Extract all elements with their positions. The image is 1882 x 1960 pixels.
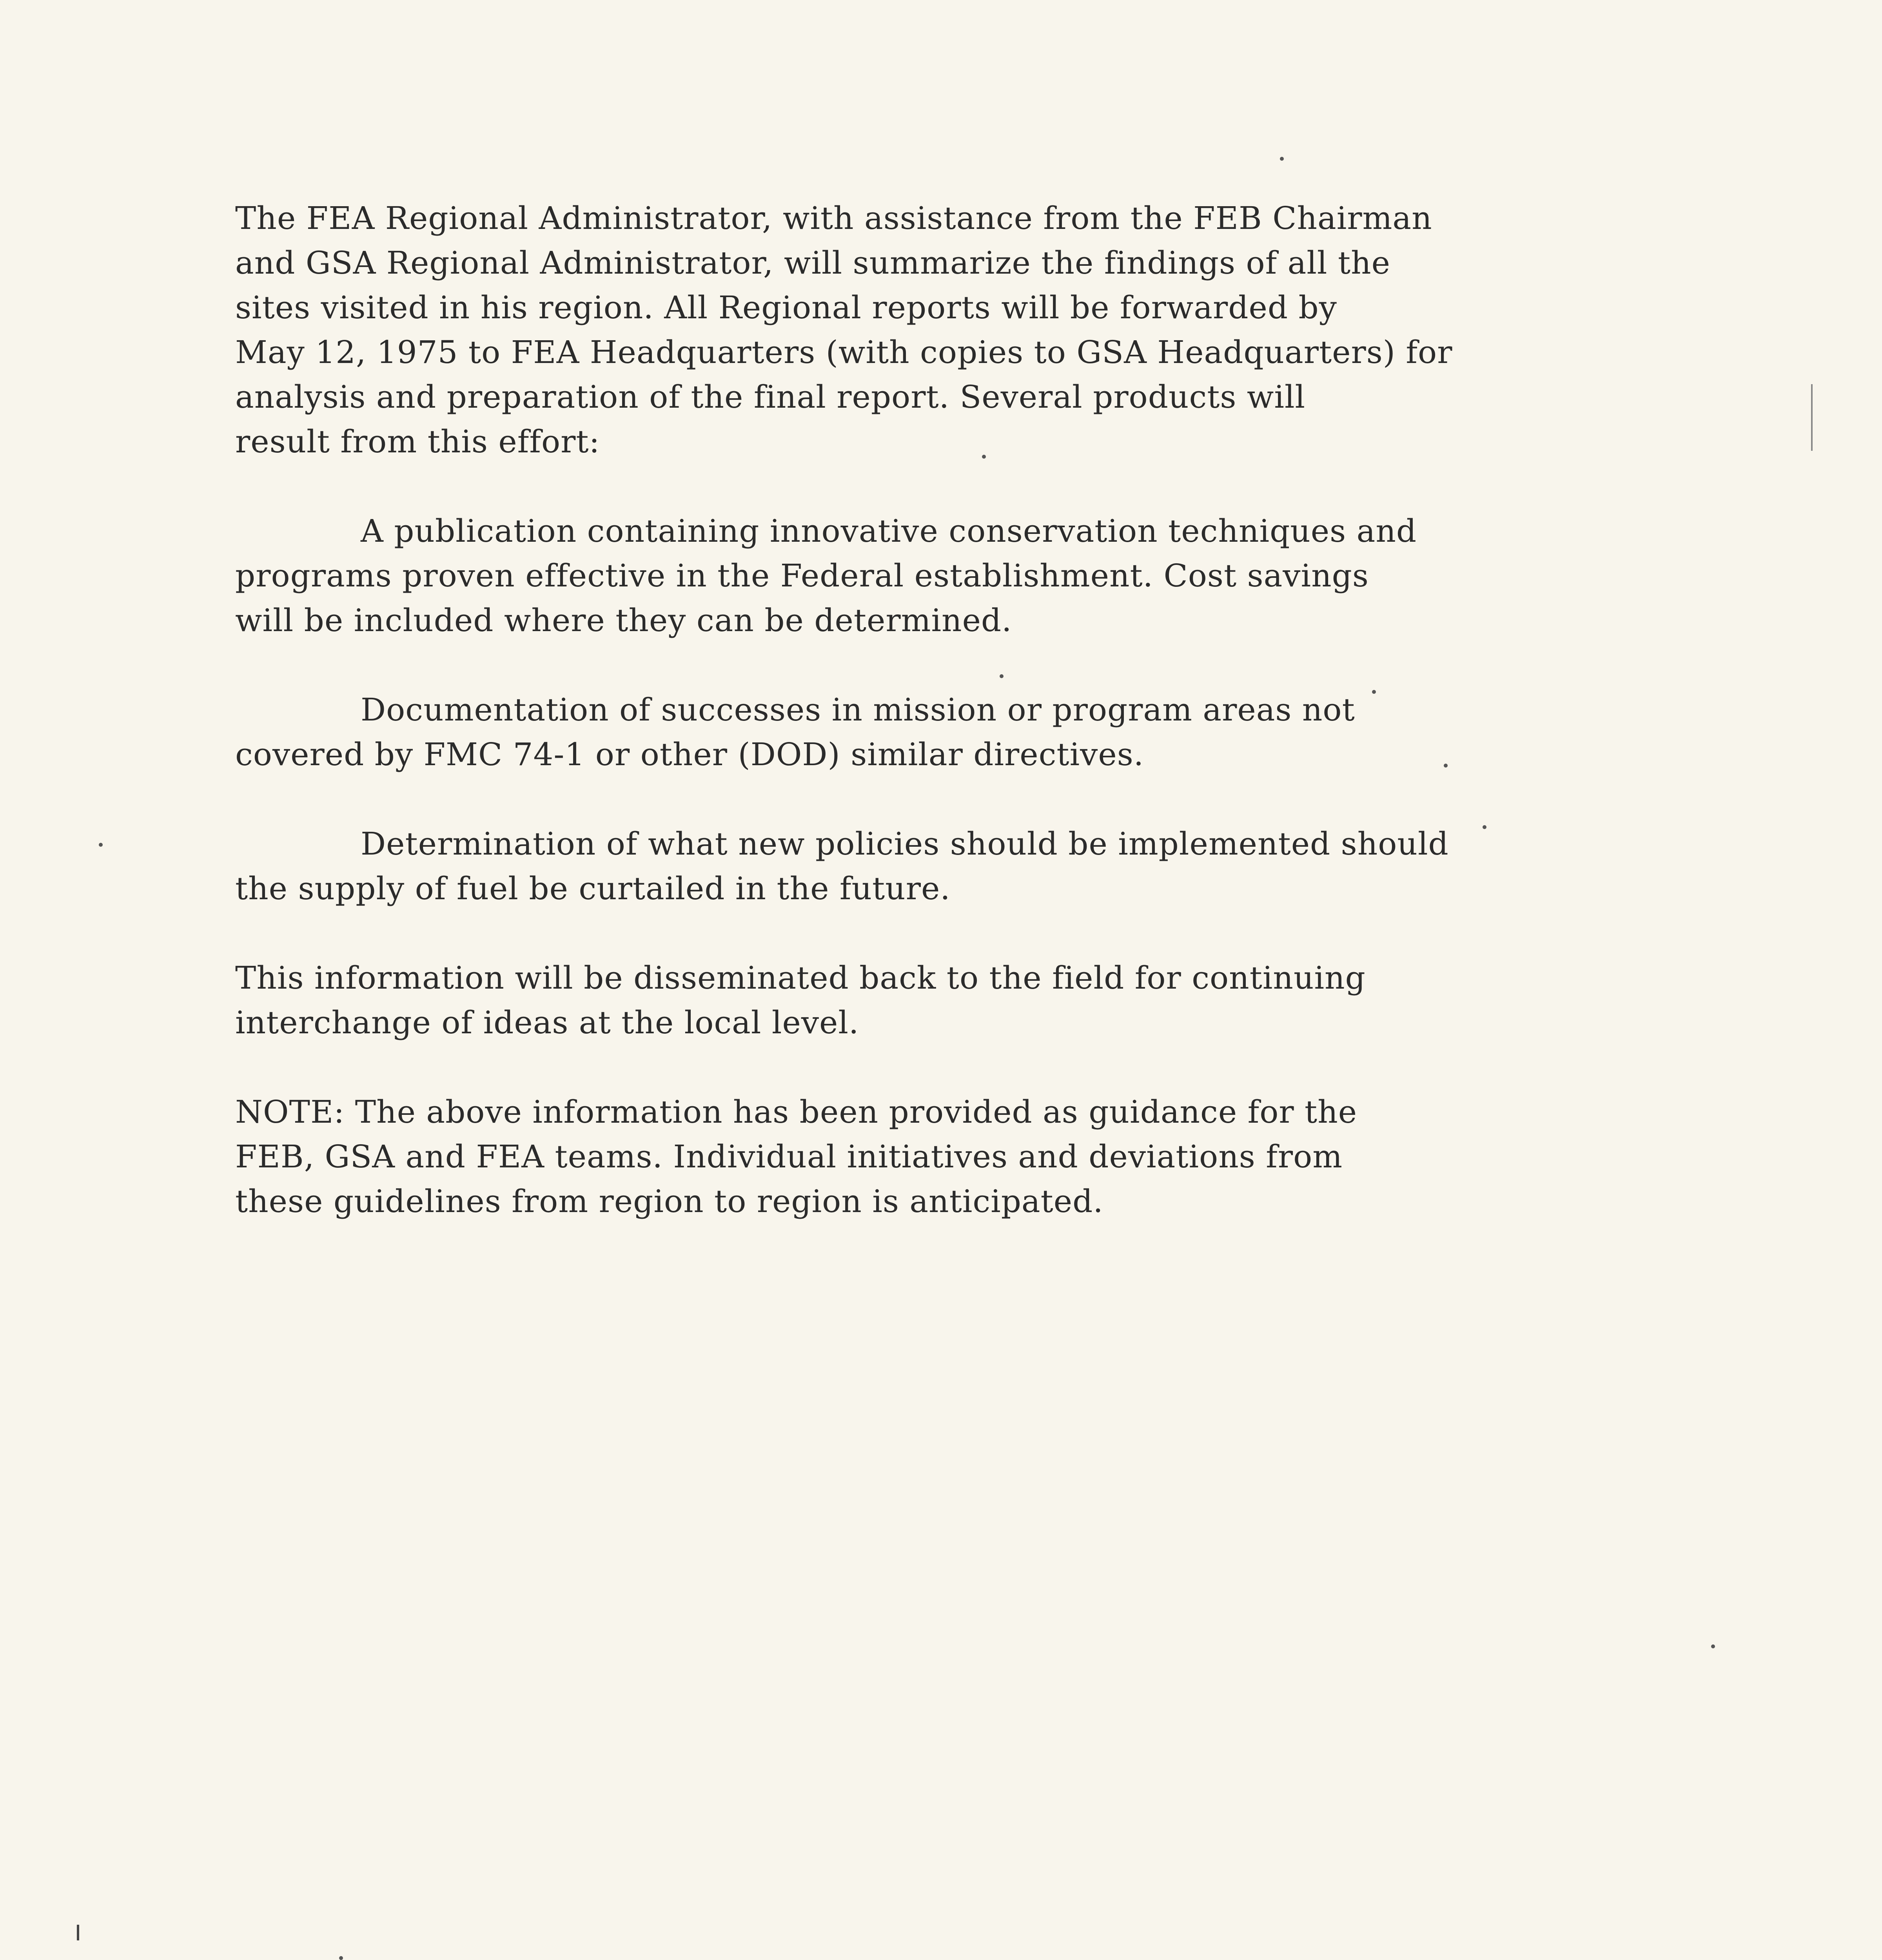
text-line: and GSA Regional Administrator, will summarize the findings of all the	[235, 245, 1390, 281]
paragraph-publication	[235, 509, 1764, 643]
text-line: FEB, GSA and FEA teams. Individual initiatives and deviations from	[235, 1138, 1343, 1175]
scan-speck	[99, 843, 103, 847]
text-line: The FEA Regional Administrator, with assistance from the FEB Chairman	[235, 200, 1432, 236]
text-line: Documentation of successes in mission or program areas not	[361, 691, 1355, 728]
paragraph-note	[235, 1090, 1764, 1224]
text-line: A publication containing innovative conservation techniques and	[361, 513, 1417, 549]
scan-speck	[339, 1956, 343, 1960]
text-line: interchange of ideas at the local level.	[235, 1004, 859, 1041]
text-line: sites visited in his region. All Regional reports will be forwarded by	[235, 289, 1337, 326]
text-line: programs proven effective in the Federal establishment. Cost savings	[235, 557, 1369, 594]
text-line: result from this effort:	[235, 423, 600, 460]
scan-speck	[1711, 1644, 1715, 1648]
text-line: Determination of what new policies should be implemented should	[361, 826, 1449, 862]
text-line: these guidelines from region to region is anticipated.	[235, 1183, 1103, 1220]
text-line: the supply of fuel be curtailed in the future.	[235, 870, 951, 907]
text-line: NOTE: The above information has been provided as guidance for the	[235, 1094, 1358, 1130]
paragraph-determination	[235, 822, 1764, 911]
scan-mark	[77, 1925, 79, 1940]
paragraph-dissemination	[235, 956, 1764, 1045]
paragraph-documentation	[235, 688, 1764, 777]
paragraph-summary	[235, 196, 1764, 464]
text-line: This information will be disseminated back to the field for continuing	[235, 960, 1366, 996]
document-body	[235, 196, 1764, 1269]
text-line: covered by FMC 74-1 or other (DOD) similar directives.	[235, 736, 1144, 773]
scan-speck	[1280, 157, 1284, 161]
scan-mark	[1811, 384, 1813, 423]
text-line: analysis and preparation of the final report. Several products will	[235, 379, 1306, 415]
text-line: will be included where they can be determined.	[235, 602, 1012, 639]
scan-mark	[1811, 423, 1813, 451]
text-line: May 12, 1975 to FEA Headquarters (with copies to GSA Headquarters) for	[235, 334, 1453, 370]
